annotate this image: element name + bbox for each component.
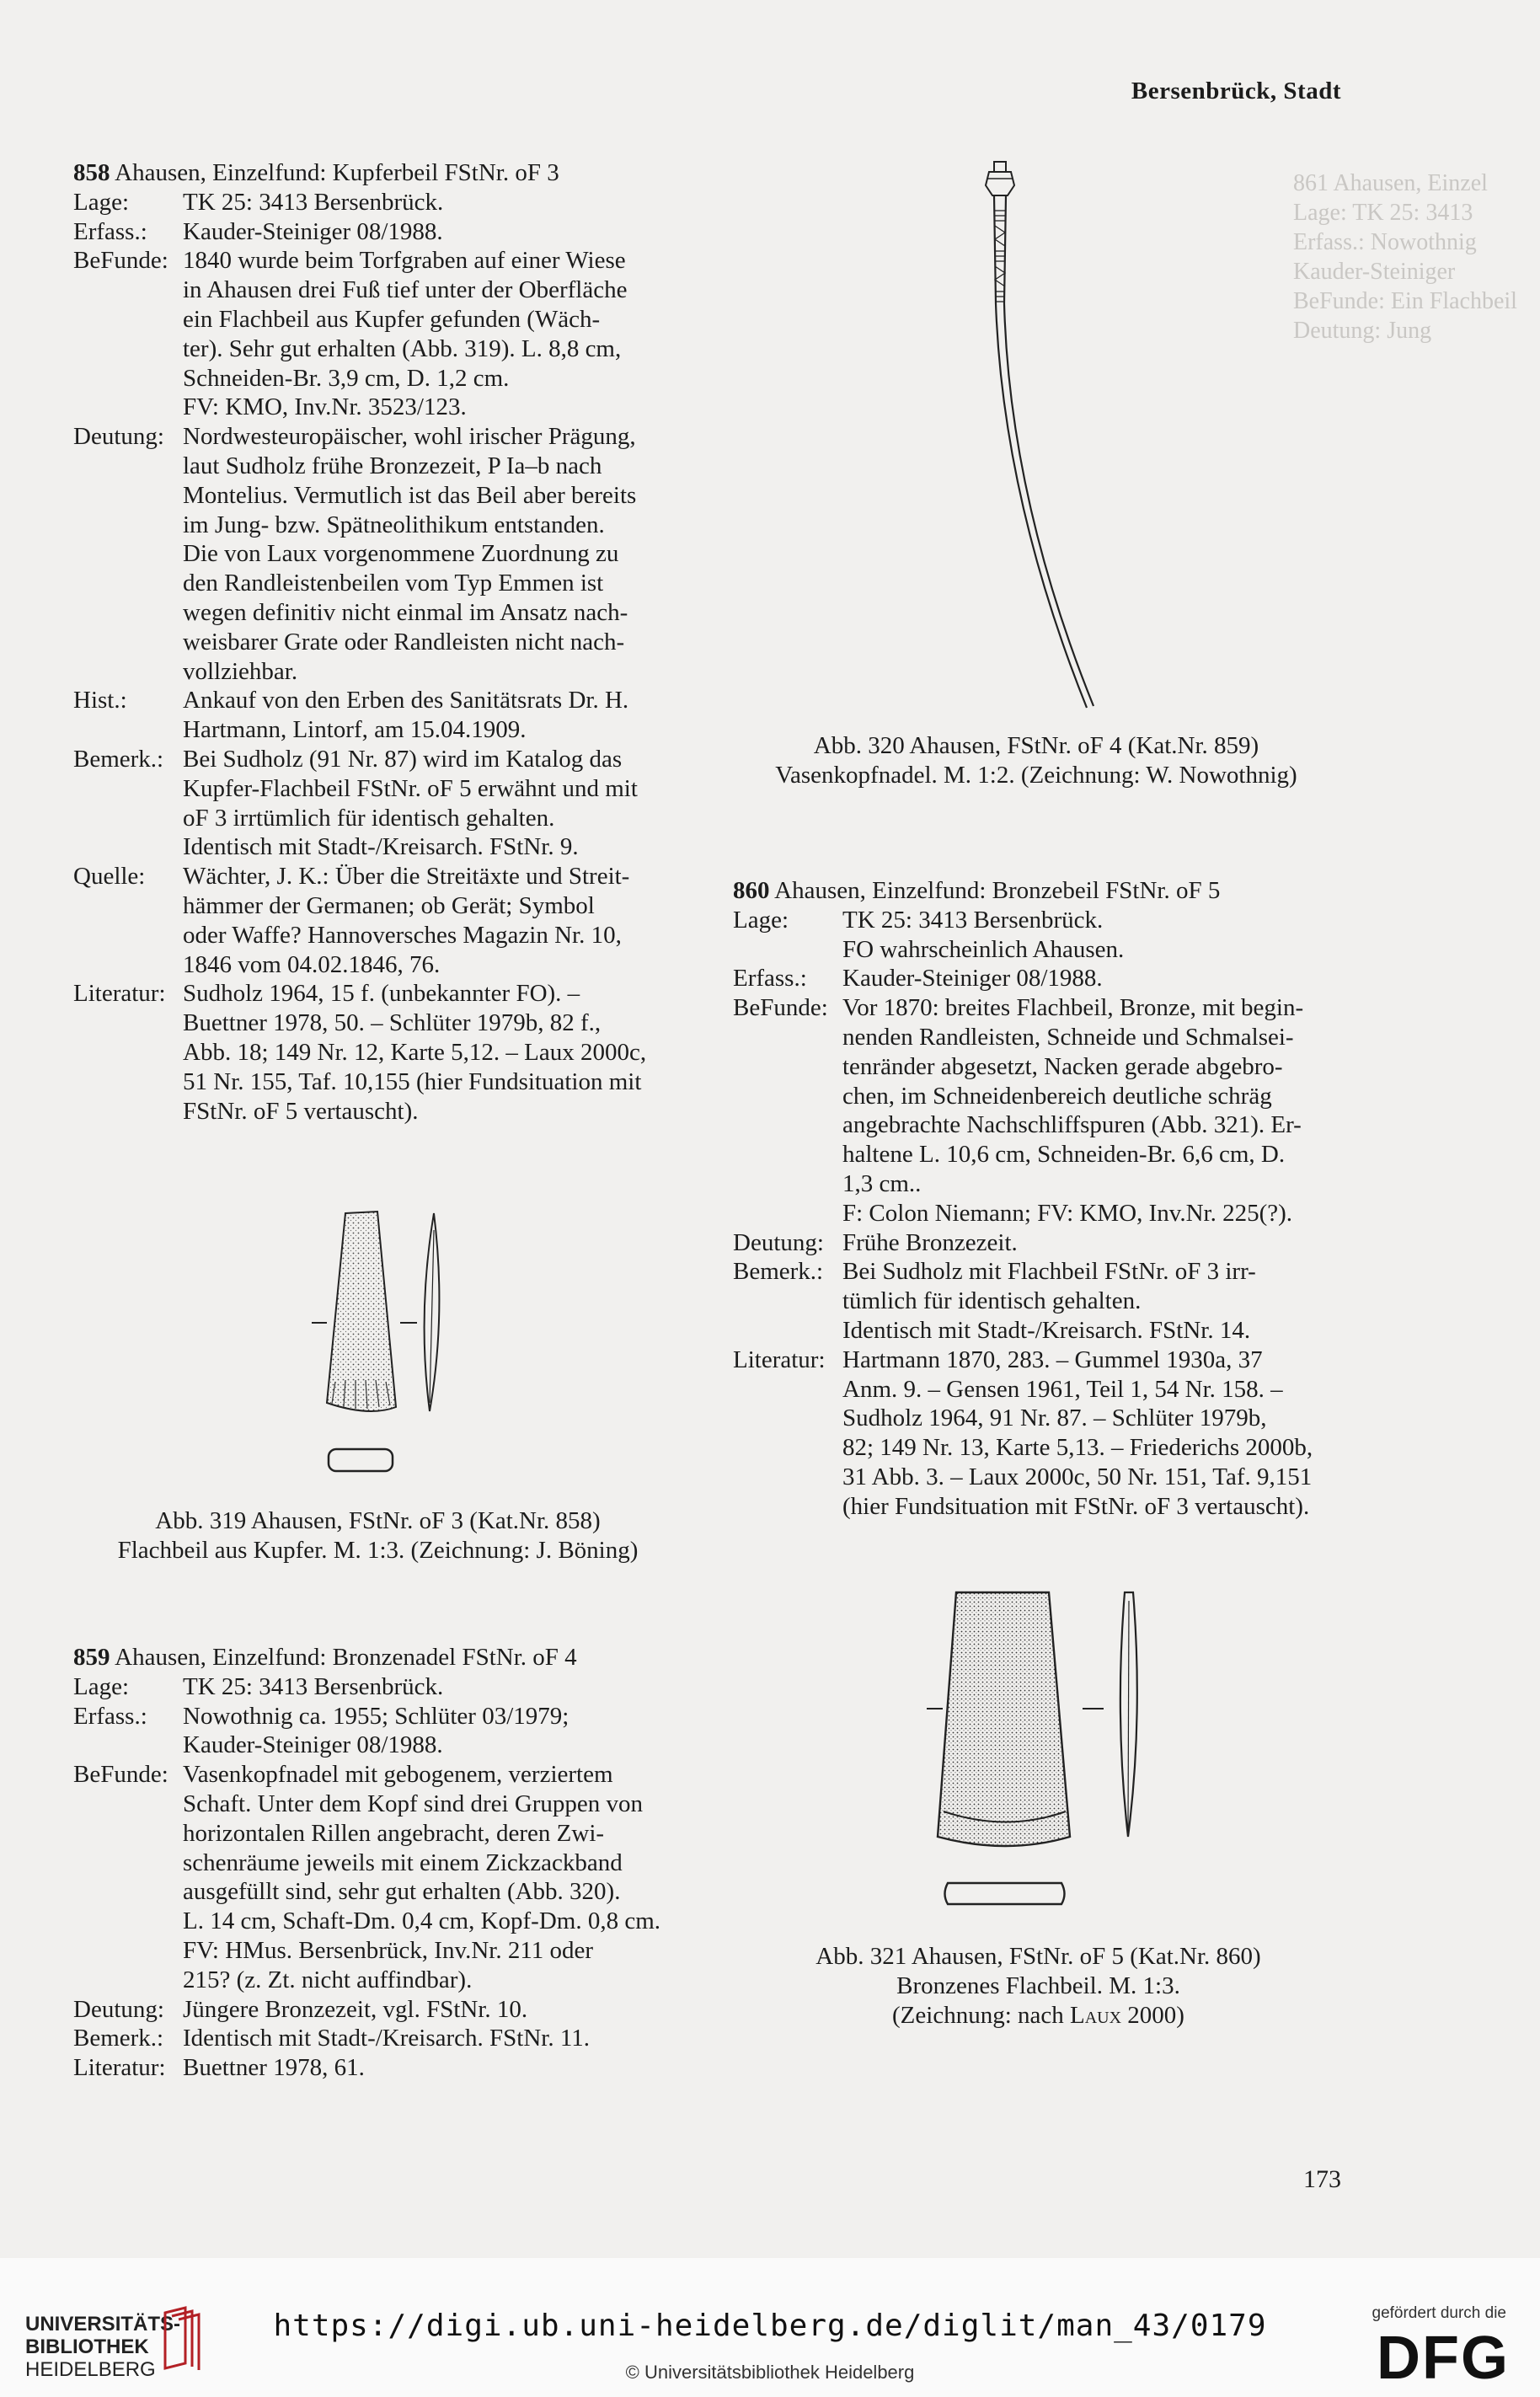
figure-321-bronze-axe bbox=[922, 1584, 1167, 1921]
field-line: 31 Abb. 3. – Laux 2000c, 50 Nr. 151, Taf. 9,151 bbox=[842, 1463, 1313, 1490]
field-value bbox=[183, 246, 682, 422]
field-line: tenränder abgesetzt, Nacken gerade abgebro- bbox=[842, 1052, 1283, 1080]
field-line: 1,3 cm.. bbox=[842, 1169, 922, 1197]
field-line: Jüngere Bronzezeit, vgl. FStNr. 10. bbox=[183, 1995, 528, 2023]
field-line: FStNr. oF 5 vertauscht). bbox=[183, 1097, 419, 1125]
field-line: Schneiden-Br. 3,9 cm, D. 1,2 cm. bbox=[183, 364, 510, 392]
library-line: UNIVERSITÄTS- bbox=[25, 2313, 181, 2335]
entry-heading: Ahausen, Einzelfund: Bronzebeil FStNr. oF 5 bbox=[769, 877, 1221, 904]
entry-heading: Ahausen, Einzelfund: Bronzenadel FStNr. oF 4 bbox=[110, 1644, 577, 1671]
field-line: ter). Sehr gut erhalten (Abb. 319). L. 8,8 cm, bbox=[183, 334, 622, 362]
field-line: 1840 wurde beim Torfgraben auf einer Wiese bbox=[183, 247, 626, 275]
field-label: Literatur: bbox=[733, 1346, 826, 1373]
entry-heading: Ahausen, Einzelfund: Kupferbeil FStNr. oF 3 bbox=[110, 159, 559, 186]
caption-319 bbox=[73, 1506, 682, 1565]
field-line: Nordwesteuropäischer, wohl irischer Prägung, bbox=[183, 423, 636, 451]
field-line: Frühe Bronzezeit. bbox=[842, 1228, 1018, 1256]
field-line: Montelius. Vermutlich ist das Beil aber bereits bbox=[183, 481, 637, 509]
field-value bbox=[842, 964, 1344, 993]
field-row bbox=[73, 217, 682, 247]
entry-title bbox=[73, 1643, 682, 1672]
field-value bbox=[183, 422, 682, 686]
field-value bbox=[842, 906, 1344, 965]
field-value bbox=[183, 686, 682, 745]
field-line: 1846 vom 04.02.1846, 76. bbox=[183, 950, 441, 978]
figure-319-flat-axe bbox=[312, 1196, 480, 1483]
field-value bbox=[842, 1228, 1344, 1258]
field-label: Bemerk.: bbox=[733, 1258, 824, 1286]
field-row bbox=[733, 906, 1344, 965]
field-label: BeFunde: bbox=[73, 1761, 168, 1789]
caption-line: Flachbeil aus Kupfer. M. 1:3. (Zeichnung: J. Böning) bbox=[117, 1537, 639, 1564]
field-line: Die von Laux vorgenommene Zuordnung zu bbox=[183, 540, 619, 568]
field-line: TK 25: 3413 Bersenbrück. bbox=[183, 188, 444, 216]
caption-line: Abb. 321 Ahausen, FStNr. oF 5 (Kat.Nr. 860) bbox=[815, 1943, 1261, 1970]
field-row bbox=[73, 745, 682, 862]
field-value bbox=[183, 2053, 682, 2083]
field-label: Bemerk.: bbox=[73, 2025, 164, 2052]
running-title: Bersenbrück, Stadt bbox=[1131, 78, 1341, 104]
field-label: Lage: bbox=[73, 1672, 130, 1700]
entry-rows bbox=[733, 906, 1344, 1522]
field-row bbox=[733, 964, 1344, 993]
field-line: Abb. 18; 149 Nr. 12, Karte 5,12. – Laux 2000c, bbox=[183, 1038, 647, 1066]
library-line: BIBLIOTHEK bbox=[25, 2335, 149, 2358]
field-line: Schaft. Unter dem Kopf sind drei Gruppen von bbox=[183, 1790, 644, 1817]
field-line: angebrachte Nachschliffspuren (Abb. 321). Er- bbox=[842, 1111, 1302, 1139]
field-line: nenden Randleisten, Schneide und Schmalsei- bbox=[842, 1023, 1294, 1051]
field-label: Deutung: bbox=[733, 1228, 824, 1256]
field-line: Identisch mit Stadt-/Kreisarch. FStNr. 11. bbox=[183, 2025, 591, 2052]
entry-rows bbox=[73, 1672, 682, 2083]
field-row bbox=[733, 1228, 1344, 1258]
field-line: FO wahrscheinlich Ahausen. bbox=[842, 935, 1125, 963]
field-label: Lage: bbox=[733, 906, 789, 934]
field-line: oF 3 irrtümlich für identisch gehalten. bbox=[183, 804, 555, 832]
field-line: weisbarer Grate oder Randleisten nicht nach- bbox=[183, 628, 625, 655]
field-line: L. 14 cm, Schaft-Dm. 0,4 cm, Kopf-Dm. 0,8 cm. bbox=[183, 1907, 661, 1935]
field-line: Anm. 9. – Gensen 1961, Teil 1, 54 Nr. 158. – bbox=[842, 1375, 1283, 1403]
caption-320 bbox=[733, 731, 1339, 790]
field-line: vollziehbar. bbox=[183, 657, 298, 685]
entry-title bbox=[733, 876, 1344, 906]
field-value bbox=[842, 1257, 1344, 1345]
field-line: Nowothnig ca. 1955; Schlüter 03/1979; bbox=[183, 1702, 569, 1730]
field-row bbox=[73, 1760, 682, 1994]
caption-line: Abb. 319 Ahausen, FStNr. oF 3 (Kat.Nr. 858) bbox=[155, 1507, 601, 1534]
field-line: Sudholz 1964, 15 f. (unbekannter FO). – bbox=[183, 980, 580, 1008]
field-label: Deutung: bbox=[73, 423, 164, 451]
field-row bbox=[73, 188, 682, 217]
field-line: horizontalen Rillen angebracht, deren Zwi- bbox=[183, 1819, 605, 1847]
field-row bbox=[73, 1702, 682, 1761]
field-line: Hartmann, Lintorf, am 15.04.1909. bbox=[183, 716, 527, 744]
field-row bbox=[73, 862, 682, 979]
library-line: HEIDELBERG bbox=[25, 2358, 156, 2381]
copyright: © Universitätsbibliothek Heidelberg bbox=[625, 2362, 915, 2383]
field-label: Erfass.: bbox=[73, 217, 147, 245]
field-row bbox=[73, 422, 682, 686]
field-label: Hist.: bbox=[73, 687, 127, 714]
entry-859 bbox=[73, 1643, 682, 2083]
entry-858 bbox=[73, 158, 682, 1126]
field-line: in Ahausen drei Fuß tief unter der Oberfläche bbox=[183, 276, 628, 304]
field-row bbox=[73, 979, 682, 1126]
field-row bbox=[73, 1995, 682, 2025]
field-row bbox=[73, 686, 682, 745]
field-row bbox=[73, 246, 682, 422]
permalink[interactable]: https://digi.ub.uni-heidelberg.de/diglit/man_43/0179 bbox=[273, 2309, 1267, 2343]
field-line: 82; 149 Nr. 13, Karte 5,13. – Friederichs 2000b, bbox=[842, 1434, 1313, 1462]
field-line: Vor 1870: breites Flachbeil, Bronze, mit begin- bbox=[842, 994, 1304, 1022]
field-value bbox=[183, 1672, 682, 1702]
field-value bbox=[842, 1346, 1344, 1522]
field-label: Erfass.: bbox=[73, 1702, 147, 1730]
field-label: BeFunde: bbox=[733, 994, 828, 1022]
field-line: Wächter, J. K.: Über die Streitäxte und Streit- bbox=[183, 863, 630, 891]
field-line: Kauder-Steiniger 08/1988. bbox=[183, 1731, 443, 1759]
field-line: wegen definitiv nicht einmal im Ansatz nach- bbox=[183, 598, 628, 626]
field-row bbox=[733, 993, 1344, 1228]
field-line: haltene L. 10,6 cm, Schneiden-Br. 6,6 cm, D. bbox=[842, 1141, 1286, 1169]
field-label: Literatur: bbox=[73, 980, 166, 1008]
bleed-through-right: 861 Ahausen, Einzel Lage: TK 25: 3413 Erfass.: Nowothnig Kauder-Steiniger BeFunde: Ein Flachbeil Deutung: Jung bbox=[1293, 170, 1517, 344]
field-line: Kupfer-Flachbeil FStNr. oF 5 erwähnt und mit bbox=[183, 774, 638, 802]
field-line: Sudholz 1964, 91 Nr. 87. – Schlüter 1979b, bbox=[842, 1404, 1267, 1432]
field-line: im Jung- bzw. Spätneolithikum entstanden. bbox=[183, 511, 605, 538]
field-line: Kauder-Steiniger 08/1988. bbox=[183, 217, 443, 245]
caption-line: Vasenkopfnadel. M. 1:2. (Zeichnung: W. Nowothnig) bbox=[775, 762, 1297, 789]
field-line: chen, im Schneidenbereich deutliche schräg bbox=[842, 1082, 1272, 1110]
caption-line: Bronzenes Flachbeil. M. 1:3. bbox=[896, 1972, 1180, 1999]
field-line: 51 Nr. 155, Taf. 10,155 (hier Fundsituation mit bbox=[183, 1067, 642, 1095]
field-line: ein Flachbeil aus Kupfer gefunden (Wäch- bbox=[183, 305, 601, 333]
field-line: TK 25: 3413 Bersenbrück. bbox=[183, 1672, 444, 1700]
caption-line: (Zeichnung: nach Laux 2000) bbox=[892, 2002, 1184, 2029]
field-line: Bei Sudholz mit Flachbeil FStNr. oF 3 irr- bbox=[842, 1258, 1256, 1286]
funder-note: gefördert durch die bbox=[1372, 2304, 1506, 2322]
field-line: oder Waffe? Hannoversches Magazin Nr. 10, bbox=[183, 921, 622, 949]
field-value bbox=[183, 745, 682, 862]
caption-321 bbox=[733, 1942, 1344, 2030]
field-line: hämmer der Germanen; ob Gerät; Symbol bbox=[183, 891, 595, 919]
field-row bbox=[73, 2024, 682, 2053]
field-row bbox=[733, 1257, 1344, 1345]
dfg-logo: DFG bbox=[1377, 2325, 1510, 2392]
field-line: Bei Sudholz (91 Nr. 87) wird im Katalog das bbox=[183, 745, 623, 773]
field-value bbox=[183, 1760, 682, 1994]
caption-line: Abb. 320 Ahausen, FStNr. oF 4 (Kat.Nr. 859) bbox=[813, 732, 1259, 759]
field-line: Hartmann 1870, 283. – Gummel 1930a, 37 bbox=[842, 1346, 1263, 1373]
entry-number: 860 bbox=[733, 877, 770, 904]
field-label: Deutung: bbox=[73, 1995, 164, 2023]
entry-title bbox=[73, 158, 682, 188]
field-line: FV: HMus. Bersenbrück, Inv.Nr. 211 oder bbox=[183, 1936, 594, 1964]
field-line: FV: KMO, Inv.Nr. 3523/123. bbox=[183, 393, 467, 421]
field-line: TK 25: 3413 Bersenbrück. bbox=[842, 906, 1104, 934]
field-line: Vasenkopfnadel mit gebogenem, verziertem bbox=[183, 1761, 613, 1789]
field-line: Buettner 1978, 50. – Schlüter 1979b, 82 f., bbox=[183, 1009, 602, 1037]
field-value bbox=[183, 862, 682, 979]
field-label: Bemerk.: bbox=[73, 745, 164, 773]
field-row bbox=[733, 1346, 1344, 1522]
field-row bbox=[73, 1672, 682, 1702]
field-label: Quelle: bbox=[73, 863, 146, 891]
field-label: Literatur: bbox=[73, 2054, 166, 2082]
field-value bbox=[183, 1702, 682, 1761]
entry-860 bbox=[733, 876, 1344, 1522]
field-value bbox=[183, 2024, 682, 2053]
field-line: tümlich für identisch gehalten. bbox=[842, 1287, 1142, 1315]
entry-rows bbox=[73, 188, 682, 1126]
field-line: Identisch mit Stadt-/Kreisarch. FStNr. 14. bbox=[842, 1316, 1251, 1344]
field-row bbox=[73, 2053, 682, 2083]
field-line: 215? (z. Zt. nicht auffindbar). bbox=[183, 1966, 473, 1993]
field-value bbox=[183, 217, 682, 247]
field-line: schenräume jeweils mit einem Zickzackband bbox=[183, 1849, 623, 1876]
field-label: BeFunde: bbox=[73, 247, 168, 275]
field-line: Kauder-Steiniger 08/1988. bbox=[842, 965, 1103, 993]
entry-number: 859 bbox=[73, 1644, 110, 1671]
field-label: Lage: bbox=[73, 188, 130, 216]
field-line: laut Sudholz frühe Bronzezeit, P Ia–b nach bbox=[183, 452, 602, 479]
field-value bbox=[183, 1995, 682, 2025]
field-value bbox=[842, 993, 1344, 1228]
figure-320-vase-head-pin bbox=[960, 160, 1112, 716]
entry-number: 858 bbox=[73, 159, 110, 186]
field-value bbox=[183, 979, 682, 1126]
field-line: Identisch mit Stadt-/Kreisarch. FStNr. 9. bbox=[183, 833, 579, 861]
field-line: (hier Fundsituation mit FStNr. oF 3 vertauscht). bbox=[842, 1492, 1310, 1520]
field-line: Buettner 1978, 61. bbox=[183, 2054, 365, 2082]
field-label: Erfass.: bbox=[733, 965, 807, 993]
field-line: den Randleistenbeilen vom Typ Emmen ist bbox=[183, 570, 604, 597]
page-number: 173 bbox=[1303, 2165, 1341, 2193]
field-line: F: Colon Niemann; FV: KMO, Inv.Nr. 225(?). bbox=[842, 1199, 1293, 1227]
field-value bbox=[183, 188, 682, 217]
field-line: ausgefüllt sind, sehr gut erhalten (Abb. 320). bbox=[183, 1878, 621, 1906]
field-line: Ankauf von den Erben des Sanitätsrats Dr. H. bbox=[183, 687, 629, 714]
